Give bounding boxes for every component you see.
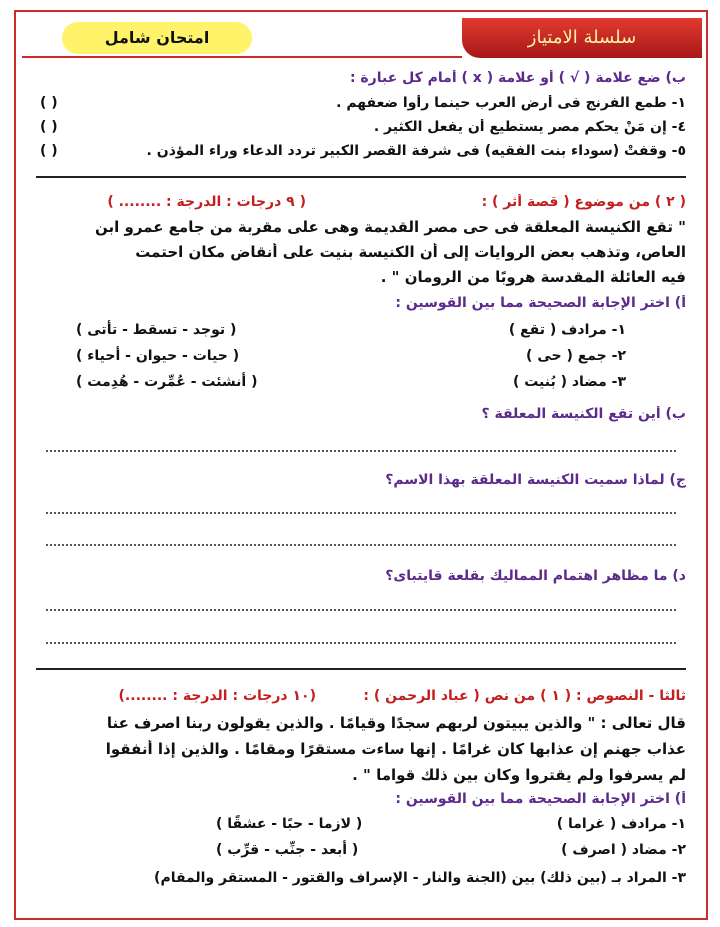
- section2-passage-line-1: " تقع الكنيسة المعلقة فى حى مصر القديمة وهى على مقربة من جامع عمرو ابن: [95, 218, 686, 236]
- section3-marks: (١٠ درجات : الدرجة : ........): [118, 688, 316, 704]
- answer-line-d-2[interactable]: [46, 642, 676, 644]
- series-banner: سلسلة الامتياز: [462, 18, 702, 58]
- exam-page: [14, 10, 708, 920]
- s2-choice-item-3: ٣- مضاد ( بُنيت ): [512, 374, 626, 390]
- section3-passage-line-3: لم يسرفوا ولم يقتروا وكان بين ذلك قواما " .: [352, 766, 686, 784]
- header-rule: [22, 56, 462, 58]
- answer-line-c-1[interactable]: [46, 512, 676, 514]
- section2-passage-line-2: العاص، وتذهب بعض الروايات إلى أن الكنيسة بنيت على أنقاض مكان احتمت: [135, 243, 686, 261]
- section3-q-a: أ) اختر الإجابة الصحيحة مما بين القوسين :: [395, 791, 686, 807]
- tf-item-3: ٥- وقفتْ (سوداء بنت الفقيه) فى شرفة القصر الكبير تردد الدعاء وراء المؤذن .: [146, 143, 686, 159]
- tf-answer-box-2[interactable]: ( ): [40, 119, 58, 135]
- section2-q-b: ب) أين تقع الكنيسة المعلقة ؟: [481, 406, 686, 422]
- s3-choice-item-3[interactable]: ٣- المراد بـ (بين ذلك) بين (الجنة والنار - الإسراف والقتور - المستقر والمقام): [154, 870, 686, 886]
- tf-answer-box-3[interactable]: ( ): [40, 143, 58, 159]
- s3-choice-item-2: ٢- مضاد ( اصرف ): [561, 842, 686, 858]
- s2-choice-options-1[interactable]: ( توجد - تسقط - تأتى ): [76, 322, 237, 338]
- s3-choice-options-2[interactable]: ( أبعد - جنِّب - قرِّب ): [216, 842, 359, 858]
- tf-answer-box-1[interactable]: ( ): [40, 95, 58, 111]
- answer-line-d-1[interactable]: [46, 609, 676, 611]
- s3-choice-item-1: ١- مرادف ( غراما ): [556, 816, 686, 832]
- s2-choice-options-2[interactable]: ( حيات - حيوان - أحياء ): [76, 348, 240, 364]
- section3-passage-line-1: قال تعالى : " والذين يبيتون لربهم سجدًا وقيامًا . والذين يقولون ربنا اصرف عنا: [106, 714, 686, 732]
- tf-item-1: ١- طمع الفرنج فى أرض العرب حينما رأوا ضعفهم .: [336, 95, 686, 111]
- s2-choice-item-2: ٢- جمع ( حى ): [526, 348, 626, 364]
- section2-passage-line-3: فيه العائلة المقدسة هروبًا من الرومان " .: [380, 268, 686, 286]
- section3-passage-line-2: عذاب جهنم إن عذابها كان غرامًا . إنها ساءت مستقرًا ومقامًا . والذين إذا أنفقوا: [105, 740, 686, 758]
- tf-item-2: ٤- إن مَنْ يحكم مصر يستطيع أن يفعل الكثير .: [373, 119, 686, 135]
- answer-line-b[interactable]: [46, 450, 676, 452]
- section2-marks: ( ٩ درجات : الدرجة : ........ ): [107, 194, 306, 210]
- exam-title-badge: امتحان شامل: [62, 22, 252, 54]
- section2-q-d: د) ما مظاهر اهتمام المماليك بقلعة قايتباى؟: [385, 568, 686, 584]
- section-divider-2: [36, 668, 686, 670]
- s2-choice-item-1: ١- مرادف ( تقع ): [508, 322, 626, 338]
- section-divider-1: [36, 176, 686, 178]
- section2-heading: ( ٢ ) من موضوع ( قصة أثر ) :: [481, 194, 686, 210]
- s2-choice-options-3[interactable]: ( أنشئت - عُمِّرت - هُدِمت ): [76, 374, 258, 390]
- part-b-instruction: ب) ضع علامة ( √ ) أو علامة ( x ) أمام كل عبارة :: [349, 70, 686, 86]
- answer-line-c-2[interactable]: [46, 544, 676, 546]
- s3-choice-options-1[interactable]: ( لازما - حبًا - عشقًا ): [216, 816, 363, 832]
- page-header: [22, 18, 702, 60]
- section3-heading: ثالثا - النصوص : ( ١ ) من نص ( عباد الرحمن ) :: [363, 688, 686, 704]
- section2-q-a: أ) اختر الإجابة الصحيحة مما بين القوسين :: [395, 295, 686, 311]
- section2-q-c: ج) لماذا سميت الكنيسة المعلقة بهذا الاسم؟: [385, 472, 686, 488]
